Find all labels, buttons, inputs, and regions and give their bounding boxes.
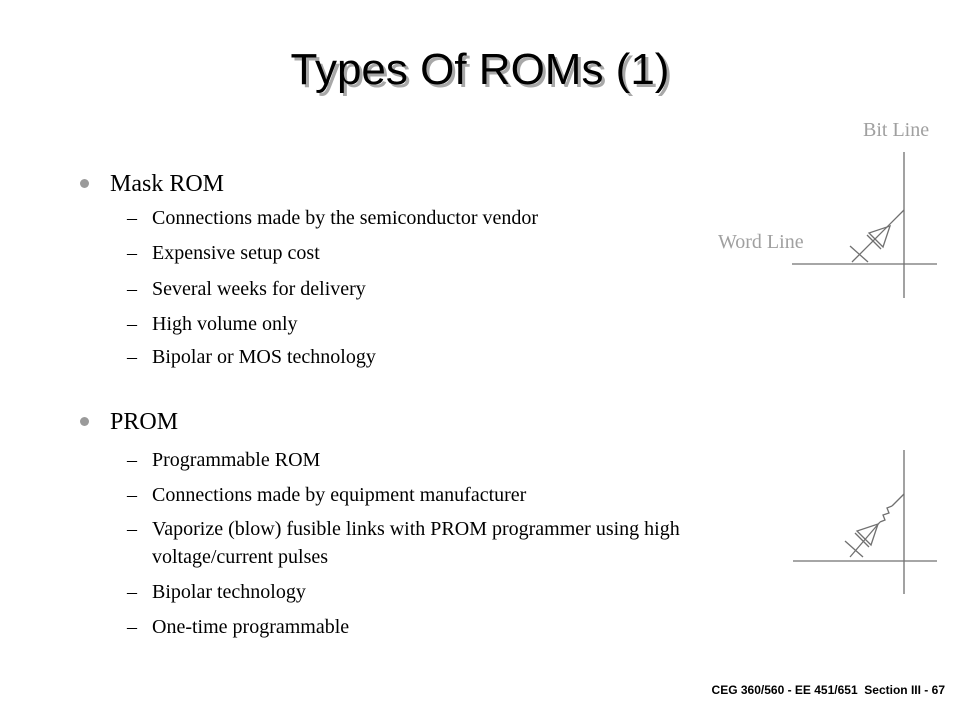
- sub-bullet-text: Connections made by the semiconductor vendor: [152, 207, 539, 229]
- bit-line-label: Bit Line: [863, 119, 930, 141]
- dash-icon: –: [127, 616, 137, 638]
- dash-icon: –: [127, 484, 137, 506]
- slide-footer: CEG 360/560 - EE 451/651 Section III - 67: [711, 683, 945, 697]
- slide-title: Types Of ROMs (1): [290, 45, 670, 94]
- dash-icon: –: [127, 518, 137, 540]
- word-line-label: Word Line: [718, 231, 804, 253]
- sub-bullet-text: One-time programmable: [152, 616, 350, 638]
- dash-icon: –: [127, 207, 137, 229]
- fuse-wire-upper: [892, 494, 904, 506]
- sub-bullet-text: Vaporize (blow) fusible links with PROM programmer using high: [152, 518, 680, 540]
- sub-bullet-text: Programmable ROM: [152, 449, 321, 471]
- sub-bullet-text: Connections made by equipment manufacturer: [152, 484, 527, 506]
- sub-bullet-text: Bipolar technology: [152, 581, 306, 603]
- dash-icon: –: [127, 242, 137, 264]
- dash-icon: –: [127, 581, 137, 603]
- bullet-heading: PROM: [110, 409, 179, 435]
- fuse-link-icon: [880, 506, 892, 522]
- sub-bullet-text: Expensive setup cost: [152, 242, 320, 264]
- bullet-heading: Mask ROM: [110, 171, 225, 197]
- connection-cross-mark: [845, 541, 863, 557]
- dash-icon: –: [127, 278, 137, 300]
- sub-bullet-text: Bipolar or MOS technology: [152, 346, 376, 368]
- sub-bullet-text: voltage/current pulses: [152, 546, 329, 568]
- sub-bullet-text: High volume only: [152, 313, 298, 335]
- dash-icon: –: [127, 313, 137, 335]
- dash-icon: –: [127, 449, 137, 471]
- prom-cell-diagram: [793, 450, 937, 594]
- sub-bullet-text: Several weeks for delivery: [152, 278, 366, 300]
- dash-icon: –: [127, 346, 137, 368]
- mask-rom-cell-diagram: [792, 152, 937, 298]
- diode-icon: [869, 226, 890, 247]
